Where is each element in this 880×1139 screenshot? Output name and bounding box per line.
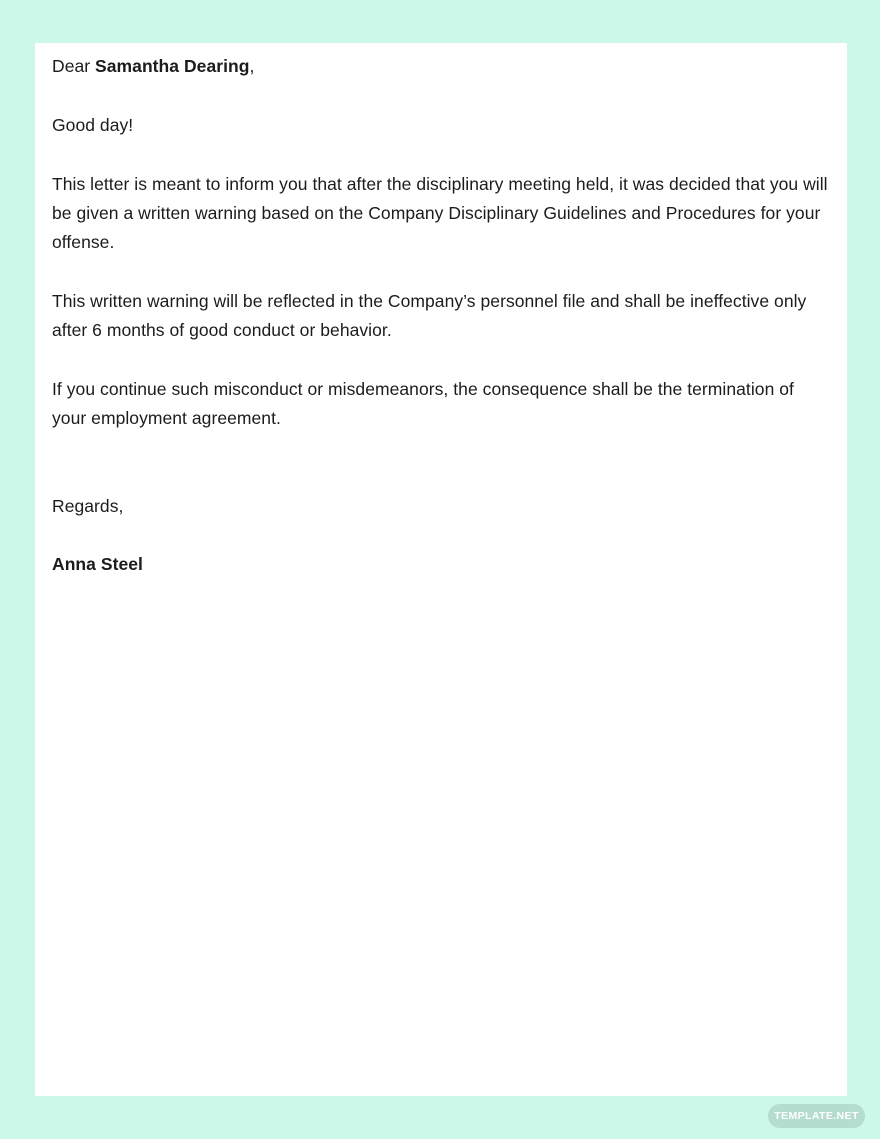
signer-name: Anna Steel [52,554,143,574]
paragraph-personnel-file: This written warning will be reflected in the Company’s personnel file and shall be ineffective only after 6 months of good conduct or behavior. [52,291,807,340]
paragraph-consequence: If you continue such misconduct or misdemeanors, the consequence shall be the termination of your employment agreement. [52,379,794,428]
letter-page [35,43,847,1096]
closing: Regards, [52,496,124,516]
salutation-suffix: , [249,56,255,76]
greeting: Good day! [52,115,134,135]
recipient-name: Samantha Dearing [95,56,250,76]
template-net-watermark: TEMPLATE.NET [768,1104,865,1128]
salutation-prefix: Dear [52,56,96,76]
paragraph-disciplinary-decision: This letter is meant to inform you that after the disciplinary meeting held, it was decided that you will be given a written warning based on the Company Disciplinary Guidelines and Procedures for your offense. [52,174,828,252]
salutation [52,52,829,81]
